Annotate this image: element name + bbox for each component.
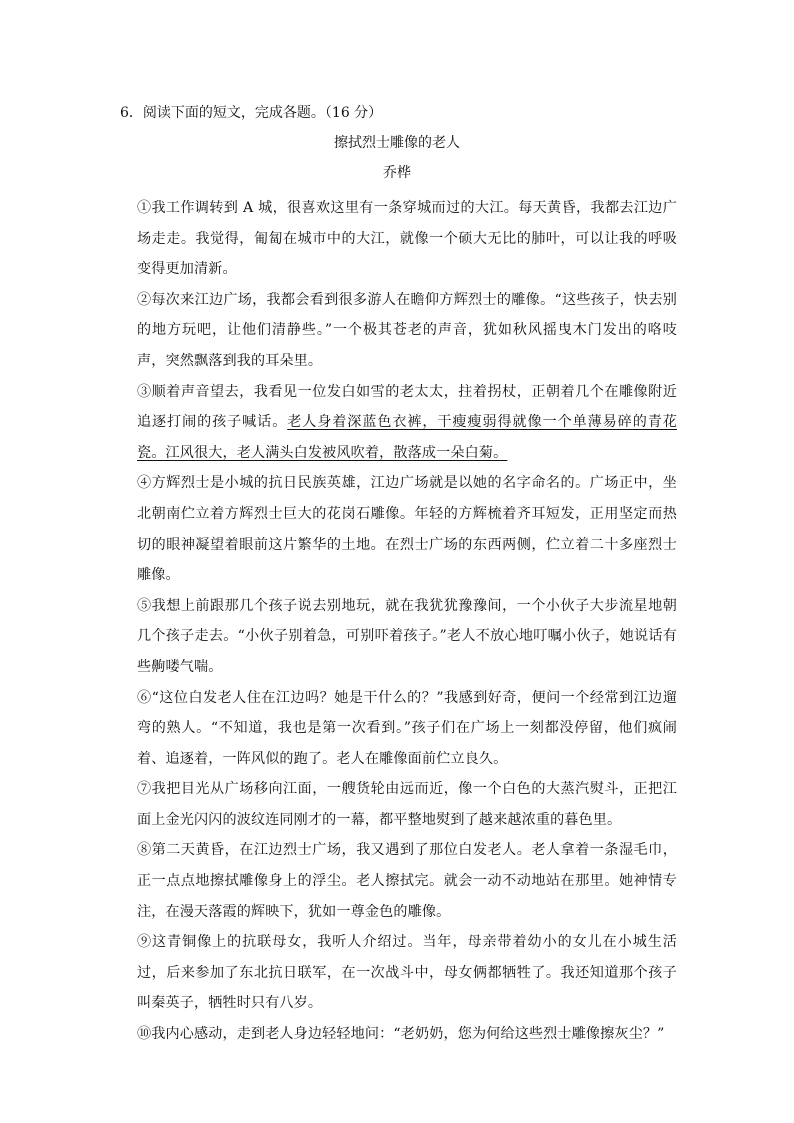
- paragraph-1: ①我工作调转到 A 城，很喜欢这里有一条穿城而过的大江。每天黄昏，我都去江边广场走走。我觉得，匍匐在城市中的大江，就像一个硕大无比的肺叶，可以让我的呼吸变得更加清新。: [137, 200, 677, 278]
- paragraph-3: [137, 377, 677, 469]
- paragraph-3-intro: ③顺着声音望去，我看见一位发白如雪的老太太，拄着拐杖，正朝着几个在雕像附近追逐打闹的孩子喊话。: [137, 383, 677, 431]
- paragraph-10: ⑩我内心感动，走到老人身边轻轻地问：“老奶奶，您为何给这些烈士雕像擦灰尘？”: [137, 1026, 665, 1043]
- paragraph-7: ⑦我把目光从广场移向江面，一艘货轮由远而近，像一个白色的大蒸汽熨斗，正把江面上金光闪闪的波纹连同刚才的一幕，都平整地熨到了越来越浓重的暮色里。: [137, 781, 677, 828]
- paragraph-5: ⑤我想上前跟那几个孩子说去别地玩，就在我犹犹豫豫间，一个小伙子大步流星地朝几个孩子走去。“小伙子别着急，可别吓着孩子。”老人不放心地叮嘱小伙子，她说话有些齁喽气喘。: [137, 597, 677, 675]
- paragraph-9: ⑨这青铜像上的抗联母女，我听人介绍过。当年，母亲带着幼小的女儿在小城生活过，后来参加了东北抗日联军，在一次战斗中，母女俩都牺牲了。我还知道那个孩子叫秦英子，牺牲时只有八岁。: [137, 934, 677, 1012]
- article-title: 擦拭烈士雕像的老人: [334, 135, 460, 151]
- paragraph-4: ④方辉烈士是小城的抗日民族英雄，江边广场就是以她的名字命名的。广场正中，坐北朝南伫立着方辉烈士巨大的花岗石雕像。年轻的方辉梳着齐耳短发，正用坚定而热切的眼神凝望着眼前这片繁华的土地。在烈士广场的东西两侧，伫立着二十多座烈士雕像。: [137, 475, 677, 584]
- paragraph-8: ⑧第二天黄昏，在江边烈士广场，我又遇到了那位白发老人。老人拿着一条湿毛巾，正一点点地擦拭雕像身上的浮尘。老人擦拭完。就会一动不动地站在那里。她神情专注，在漫天落霞的辉映下，犹如一尊金色的雕像。: [137, 842, 677, 920]
- paragraph-3-underlined-sentence: 老人身着深蓝色衣裤，干瘦瘦弱得就像一个单薄易碎的青花瓷。江风很大，老人满头白发被风吹着，散落成一朵白菊。: [137, 414, 677, 461]
- article-author: 乔桦: [383, 165, 411, 181]
- paragraph-6: ⑥“这位白发老人住在江边吗？她是干什么的？”我感到好奇，便问一个经常到江边遛弯的熟人。“不知道，我也是第一次看到。”孩子们在广场上一刻都没停留，他们疯闹着、追逐着，一阵风似的跑了。老人在雕像面前伫立良久。: [137, 689, 677, 767]
- paragraph-2: ②每次来江边广场，我都会看到很多游人在瞻仰方辉烈士的雕像。“这些孩子，快去别的地方玩吧，让他们清静些。”一个极其苍老的声音，犹如秋风摇曳木门发出的咯吱声，突然飘落到我的耳朵里。: [137, 291, 677, 369]
- question-header: 6．阅读下面的短文，完成各题。（16 分）: [120, 105, 383, 121]
- article-body: [137, 193, 677, 1050]
